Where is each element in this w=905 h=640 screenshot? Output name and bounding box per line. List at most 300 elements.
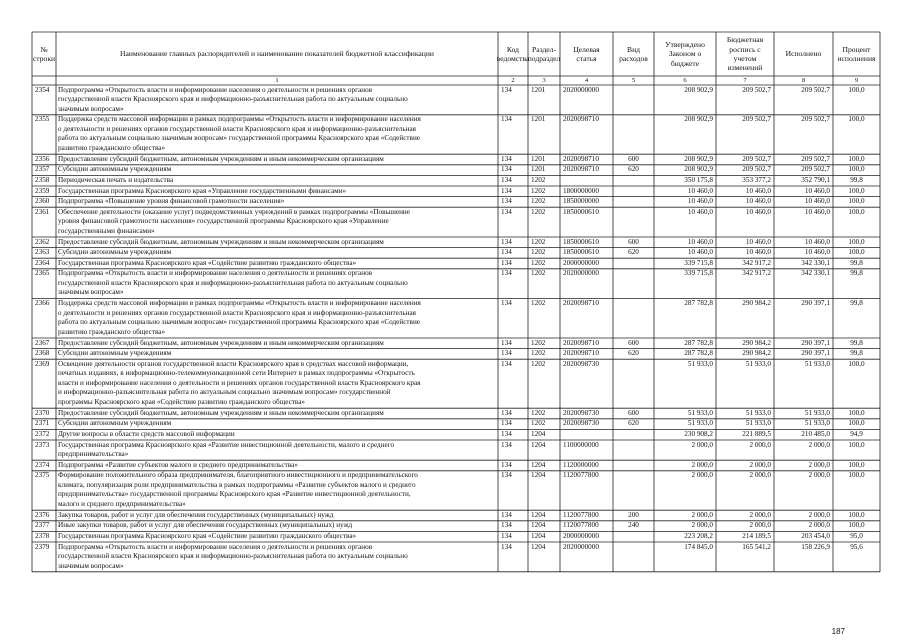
cell-ved: 134: [501, 471, 512, 480]
cell-name: [58, 521, 496, 531]
cell-name-line: значимым вопросам»: [58, 288, 124, 297]
cell-utv: 2 000,0: [691, 471, 713, 480]
cell-name-line: и информационно-разъяснительная работа по актуальным социально значимым вопросам» государственной: [58, 388, 391, 397]
cell-rz: 1201: [531, 115, 546, 124]
cell-no: 2370: [35, 408, 50, 417]
column-number-6: 6: [683, 77, 687, 84]
cell-rosp: 290 984,2: [742, 338, 771, 347]
header-pct-line: Процент: [842, 44, 871, 54]
cell-utv: 10 460,0: [687, 248, 713, 257]
cell-vr: [616, 360, 651, 408]
cell-name-line: развитию гражданского общества»: [58, 327, 166, 336]
cell-vr: [616, 208, 651, 237]
cell-csr: 2000000000: [563, 258, 599, 267]
cell-csr: 2020098710: [563, 165, 599, 174]
cell-name-line: власти и информирование населения о деятельности и решениях органов государственной власти Красноярского края: [58, 378, 421, 387]
cell-ved: 134: [501, 349, 512, 358]
cell-isp: 2 000,0: [808, 510, 830, 519]
cell-isp: 158 226,9: [801, 542, 830, 551]
cell-pct: 100,0: [848, 521, 865, 530]
cell-name-line: Периодическая печать и издательства: [58, 175, 174, 184]
cell-rz: 1202: [531, 299, 546, 308]
cell-csr: 1120077800: [563, 521, 599, 530]
cell-name-line: климата, популяризация роли предпринимательства в рамках подпрограммы «Развитие субъектов малого и среднего: [58, 480, 416, 489]
cell-rosp: 209 502,7: [742, 85, 771, 94]
column-number-8: 8: [801, 77, 806, 84]
cell-rosp: 342 917,2: [742, 269, 771, 278]
cell-csr: 2020098710: [563, 299, 599, 308]
cell-name-line: Субсидии автономным учреждениям: [58, 165, 172, 174]
cell-no: 2355: [35, 115, 50, 124]
header-rosp-line: учетом: [733, 54, 757, 63]
header-line_no-line: №: [40, 44, 48, 54]
cell-name: [58, 349, 496, 359]
cell-vr: 600: [628, 408, 639, 417]
cell-ved: 134: [501, 85, 512, 94]
cell-utv: 2 000,0: [691, 521, 713, 530]
cell-name-line: Подпрограмма «Открытость власти и информирование населения о деятельности и решениях органов: [58, 85, 373, 94]
cell-vr: 600: [628, 338, 639, 347]
header-utv: [655, 33, 715, 75]
cell-csr: 1100000000: [563, 440, 599, 449]
cell-csr: 2020098730: [563, 419, 599, 428]
cell-rosp: 2 000,0: [749, 521, 771, 530]
cell-ved: 134: [501, 269, 512, 278]
header-utv-line: Утверждено: [665, 39, 705, 49]
header-rosp: [717, 33, 773, 75]
cell-rosp: 2 000,0: [749, 460, 771, 469]
cell-ved: 134: [501, 207, 512, 216]
cell-name-line: Государственная программа Красноярского края «Содействие развитию гражданского общества»: [58, 258, 357, 267]
cell-utv: 10 460,0: [687, 197, 713, 206]
cell-vr: 240: [628, 521, 639, 530]
cell-name: [58, 115, 496, 153]
cell-isp: 2 000,0: [808, 471, 830, 480]
cell-isp: 10 460,0: [804, 186, 830, 195]
cell-name: [58, 176, 496, 186]
cell-csr: 2020000000: [563, 542, 599, 551]
cell-name-line: Субсидии автономным учреждениям: [58, 419, 172, 428]
header-utv-line: бюджете: [670, 58, 700, 68]
cell-vr: [616, 461, 651, 471]
header-utv-line: Законом о: [668, 49, 702, 59]
cell-utv: 208 902,9: [684, 115, 713, 124]
cell-utv: 2 000,0: [691, 460, 713, 469]
header-vedomstvo-line: Код: [506, 44, 520, 54]
cell-name-line: программы Красноярского края «Содействие развитию гражданского общества»: [58, 398, 305, 407]
cell-csr: [563, 430, 610, 440]
cell-name: [58, 461, 496, 471]
cell-utv: 287 782,8: [684, 349, 713, 358]
cell-no: 2369: [35, 359, 50, 368]
cell-vr: 620: [628, 419, 639, 428]
column-number-2: 2: [511, 77, 515, 84]
cell-rosp: 2 000,0: [749, 440, 771, 449]
header-pct: [834, 33, 879, 75]
cell-vr: 620: [628, 349, 639, 358]
cell-vr: [616, 197, 651, 207]
cell-name-line: о деятельности и решениях органов государственной власти Красноярского края и информационно-разъяснительная: [58, 308, 416, 317]
header-csr-line: Целевая: [573, 44, 600, 54]
cell-ved: 134: [501, 510, 512, 519]
cell-csr: 2020098710: [563, 154, 599, 163]
cell-pct: 100,0: [848, 165, 865, 174]
cell-name-line: о деятельности и решениях органов государственной власти Красноярского края и информационно-разъяснительная: [58, 124, 416, 133]
header-name: [57, 33, 497, 75]
cell-csr: 2020000000: [563, 85, 599, 94]
cell-ved: 134: [501, 299, 512, 308]
cell-rosp: 10 460,0: [745, 197, 771, 206]
cell-utv: 10 460,0: [687, 207, 713, 216]
cell-rz: 1202: [531, 419, 546, 428]
cell-name-line: государственной власти Красноярского края и информационно-разъяснительная работа по актуальным социально: [58, 278, 408, 287]
cell-isp: 209 502,7: [801, 115, 830, 124]
cell-name: [58, 360, 496, 408]
header-razdel-line: Раздел-: [531, 44, 556, 54]
cell-rz: 1204: [531, 460, 546, 469]
cell-vr: 600: [628, 154, 639, 163]
cell-isp: 342 330,1: [801, 258, 830, 267]
cell-no: 2360: [35, 197, 50, 206]
cell-ved: 134: [501, 408, 512, 417]
cell-rz: 1202: [531, 207, 546, 216]
cell-rz: 1202: [531, 258, 546, 267]
cell-csr: 2020098730: [563, 359, 599, 368]
cell-no: 2376: [35, 510, 50, 519]
cell-pct: 99,8: [850, 299, 863, 308]
header-rosp-line: изменений: [727, 63, 763, 73]
cell-csr: 2020098710: [563, 115, 599, 124]
cell-ved: 134: [501, 186, 512, 195]
cell-utv: 287 782,8: [684, 299, 713, 308]
cell-isp: 290 397,1: [801, 349, 830, 358]
header-csr-line: статья: [576, 54, 597, 63]
cell-pct: 99,8: [850, 175, 863, 184]
header-line_no-line: строки: [32, 54, 56, 63]
cell-utv: 2 000,0: [691, 510, 713, 519]
cell-no: 2374: [35, 460, 50, 469]
cell-rosp: 2 000,0: [749, 471, 771, 480]
cell-utv: 174 845,0: [684, 542, 713, 551]
cell-name: [58, 339, 496, 349]
cell-no: 2377: [35, 521, 50, 530]
cell-utv: 2 000,0: [691, 440, 713, 449]
cell-name-line: Поддержка средств массовой информации в рамках подпрограммы «Открытость власти и информирование населения: [58, 299, 421, 308]
cell-csr: 1850000610: [563, 207, 599, 216]
cell-ved: 134: [501, 460, 512, 469]
cell-name-line: Предоставление субсидий бюджетным, автономным учреждениям и иным некоммерческим организациям: [58, 338, 384, 347]
cell-pct: 100,0: [848, 460, 865, 469]
cell-rz: 1204: [531, 471, 546, 480]
cell-pct: 100,0: [848, 197, 865, 206]
cell-no: 2362: [35, 237, 50, 246]
cell-ved: 134: [501, 531, 512, 540]
cell-name-line: значимым вопросам»: [58, 104, 124, 113]
column-number-3: 3: [542, 77, 546, 84]
cell-pct: 100,0: [848, 248, 865, 257]
cell-utv: 208 902,9: [684, 165, 713, 174]
cell-vr: 200: [628, 510, 639, 519]
cell-rz: 1204: [531, 440, 546, 449]
cell-name-line: уровня финансовой грамотности населения» государственной программы Красноярского края «Управление: [58, 217, 389, 226]
cell-ved: 134: [501, 419, 512, 428]
cell-csr: 1850000610: [563, 248, 599, 257]
cell-no: 2364: [35, 258, 50, 267]
header-isp: [775, 33, 832, 75]
cell-name-line: государственной власти Красноярского края и информационно-разъяснительная работа по актуальным социально: [58, 552, 408, 561]
cell-csr: 1120077800: [563, 471, 599, 480]
cell-name-line: Другие вопросы в области средств массовой информации: [58, 429, 235, 438]
cell-rz: 1201: [531, 165, 546, 174]
cell-isp: 209 502,7: [801, 165, 830, 174]
cell-name: [58, 299, 496, 337]
cell-vr: [616, 532, 651, 542]
cell-name-line: печатных изданиях, в информационно-телекоммуникационной сети Интернет в рамках подпрограммы «Открытость: [58, 369, 415, 378]
cell-vr: [616, 543, 651, 572]
cell-ved: 134: [501, 175, 512, 184]
cell-name-line: Закупка товаров, работ и услуг для обеспечения государственных (муниципальных) нужд: [58, 510, 334, 519]
cell-rz: 1201: [531, 85, 546, 94]
cell-ved: 134: [501, 521, 512, 530]
cell-csr: 2000000000: [563, 531, 599, 540]
cell-name: [58, 187, 496, 197]
cell-rosp: 342 917,2: [742, 258, 771, 267]
cell-ved: 134: [501, 359, 512, 368]
cell-name-line: развитию гражданского общества»: [58, 144, 166, 153]
cell-vr: 600: [628, 237, 639, 246]
cell-isp: 290 397,1: [801, 299, 830, 308]
header-pct-line: исполнения: [837, 54, 876, 63]
cell-rz: 1204: [531, 542, 546, 551]
cell-utv: 51 933,0: [687, 419, 713, 428]
cell-ved: 134: [501, 154, 512, 163]
cell-no: 2379: [35, 542, 50, 551]
cell-ved: 134: [501, 258, 512, 267]
cell-csr: 1120077800: [563, 510, 599, 519]
cell-vr: [616, 269, 651, 298]
cell-rz: 1202: [531, 186, 546, 195]
cell-no: 2367: [35, 338, 50, 347]
cell-utv: 230 908,2: [684, 429, 713, 438]
cell-isp: 209 502,7: [801, 154, 830, 163]
page-number: 187: [831, 627, 845, 636]
column-number-5: 5: [631, 77, 636, 84]
cell-csr: 1850000000: [563, 197, 599, 206]
cell-rz: 1204: [531, 510, 546, 519]
cell-ved: 134: [501, 429, 512, 438]
cell-rz: 1202: [531, 338, 546, 347]
cell-vr: [616, 176, 651, 186]
cell-rosp: 10 460,0: [745, 186, 771, 195]
cell-isp: 203 454,0: [801, 531, 830, 540]
header-rosp-line: роспись с: [729, 44, 761, 54]
header-vedomstvo: [496, 33, 530, 75]
cell-pct: 100,0: [848, 408, 865, 417]
header-rosp-line: Бюджетная: [726, 35, 764, 45]
cell-no: 2366: [35, 299, 50, 308]
cell-name-line: Формирование положительного образа предпринимателя, благоприятного инвестиционного и предпринимательского: [58, 471, 418, 480]
cell-pct: 99,8: [850, 269, 863, 278]
column-number-7: 7: [743, 77, 747, 84]
cell-rosp: 209 502,7: [742, 165, 771, 174]
cell-rosp: 209 502,7: [742, 154, 771, 163]
cell-name: [58, 259, 496, 269]
cell-vr: [616, 441, 651, 460]
cell-name: [58, 86, 496, 115]
cell-name-line: Обеспечение деятельности (оказание услуг) подведомственных учреждений в рамках подпрограммы «Повышение: [58, 207, 410, 216]
cell-no: 2371: [35, 419, 50, 428]
cell-rosp: 209 502,7: [742, 115, 771, 124]
cell-name: [58, 511, 496, 521]
cell-name: [58, 208, 496, 237]
cell-vr: [616, 471, 651, 509]
cell-csr: 1800000000: [563, 186, 599, 195]
cell-isp: 51 933,0: [804, 359, 830, 368]
cell-pct: 100,0: [848, 207, 865, 216]
cell-rz: 1202: [531, 269, 546, 278]
cell-isp: 210 485,0: [801, 429, 830, 438]
cell-pct: 100,0: [848, 419, 865, 428]
cell-pct: 94,9: [850, 429, 863, 438]
column-number-0: [33, 76, 55, 85]
cell-name: [58, 430, 496, 440]
cell-ved: 134: [501, 248, 512, 257]
cell-rz: 1204: [531, 531, 546, 540]
cell-vr: [616, 86, 651, 115]
cell-pct: 95,0: [850, 531, 863, 540]
cell-isp: 2 000,0: [808, 440, 830, 449]
cell-rosp: 165 541,2: [742, 542, 771, 551]
cell-rosp: 290 984,2: [742, 349, 771, 358]
cell-name-line: Государственная программа Красноярского края «Управление государственными финансами»: [58, 186, 347, 195]
cell-rosp: 51 933,0: [745, 419, 771, 428]
cell-isp: 51 933,0: [804, 419, 830, 428]
cell-pct: 100,0: [848, 471, 865, 480]
cell-name-line: Государственная программа Красноярского края «Развитие инвестиционной деятельности, малого и среднего: [58, 440, 395, 449]
cell-csr: [563, 176, 610, 186]
cell-ved: 134: [501, 197, 512, 206]
cell-name-line: Подпрограмма «Развитие субъектов малого и среднего предпринимательства»: [58, 460, 298, 469]
cell-name-line: работа по актуальным социально значимым вопросам» государственной программы Красноярского края «Содействие: [58, 134, 420, 143]
cell-rz: 1201: [531, 154, 546, 163]
cell-rz: 1202: [531, 248, 546, 257]
cell-utv: 208 902,9: [684, 154, 713, 163]
cell-no: 2365: [35, 269, 50, 278]
cell-ved: 134: [501, 237, 512, 246]
cell-utv: 10 460,0: [687, 237, 713, 246]
cell-isp: 10 460,0: [804, 197, 830, 206]
cell-name-line: Государственная программа Красноярского края «Содействие развитию гражданского общества»: [58, 531, 357, 540]
cell-rosp: 10 460,0: [745, 237, 771, 246]
cell-vr: [616, 259, 651, 269]
cell-pct: 99,8: [850, 258, 863, 267]
cell-rz: 1204: [531, 521, 546, 530]
cell-vr: 620: [628, 248, 639, 257]
header-csr: [561, 33, 612, 75]
cell-name-line: Предоставление субсидий бюджетным, автономным учреждениям и иным некоммерческим организациям: [58, 154, 384, 163]
cell-pct: 100,0: [848, 237, 865, 246]
cell-pct: 99,8: [850, 338, 863, 347]
cell-rz: 1202: [531, 408, 546, 417]
cell-pct: 100,0: [848, 115, 865, 124]
cell-no: 2375: [35, 471, 50, 480]
cell-isp: 10 460,0: [804, 248, 830, 257]
cell-name: [58, 197, 496, 207]
cell-csr: 2020098710: [563, 338, 599, 347]
cell-name-line: Освещение деятельности органов государственной власти Красноярского края в средствах массовой информации,: [58, 359, 409, 368]
cell-name: [58, 248, 496, 258]
cell-rz: 1202: [531, 349, 546, 358]
cell-isp: 51 933,0: [804, 408, 830, 417]
cell-pct: 100,0: [848, 85, 865, 94]
cell-utv: 51 933,0: [687, 359, 713, 368]
cell-pct: 95,6: [850, 542, 863, 551]
header-vr-line: расходов: [619, 54, 648, 63]
cell-name: [58, 471, 496, 509]
cell-isp: 2 000,0: [808, 460, 830, 469]
cell-no: 2361: [35, 207, 50, 216]
cell-name: [58, 409, 496, 419]
cell-pct: 99,8: [850, 349, 863, 358]
cell-ved: 134: [501, 165, 512, 174]
cell-utv: 287 782,8: [684, 338, 713, 347]
cell-utv: 223 208,2: [684, 531, 713, 540]
cell-no: 2354: [35, 85, 50, 94]
header-vedomstvo-line: ведомства: [496, 54, 530, 63]
cell-name-line: Подпрограмма «Открытость власти и информирование населения о деятельности и решениях органов: [58, 269, 373, 278]
cell-name: [58, 165, 496, 175]
cell-ved: 134: [501, 115, 512, 124]
cell-name-line: предпринимательства»: [58, 450, 129, 459]
cell-name-line: Субсидии автономным учреждениям: [58, 349, 172, 358]
header-razdel-line: подраздел: [527, 54, 561, 63]
cell-isp: 10 460,0: [804, 237, 830, 246]
cell-rz: 1202: [531, 359, 546, 368]
cell-name: [58, 155, 496, 165]
cell-utv: 51 933,0: [687, 408, 713, 417]
cell-name-line: Подпрограмма «Открытость власти и информирование населения о деятельности и решениях органов: [58, 542, 373, 551]
cell-name-line: Подпрограмма «Повышение уровня финансовой грамотности населения»: [58, 197, 285, 206]
header-name-line: Наименование главных распорядителей и наименование показателей бюджетной классификации: [120, 49, 434, 59]
header-vr-line: Вид: [627, 44, 640, 54]
header-line_no: [33, 33, 55, 75]
column-number-1: 1: [275, 77, 279, 84]
cell-utv: 10 460,0: [687, 186, 713, 195]
cell-pct: 100,0: [848, 510, 865, 519]
cell-csr: 2020000000: [563, 269, 599, 278]
cell-rz: 1202: [531, 175, 546, 184]
header-isp-line: Исполнено: [785, 49, 822, 59]
cell-vr: [616, 187, 651, 197]
cell-name: [58, 269, 496, 298]
cell-ved: 134: [501, 542, 512, 551]
cell-name: [58, 543, 496, 572]
cell-name-line: Иные закупки товаров, работ и услуг для обеспечения государственных (муниципальных) нужд: [58, 521, 353, 530]
column-number-4: 4: [584, 77, 589, 84]
cell-utv: 339 715,8: [684, 258, 713, 267]
cell-isp: 352 790,1: [801, 175, 830, 184]
cell-name-line: Субсидии автономным учреждениям: [58, 248, 172, 257]
cell-name: [58, 419, 496, 429]
cell-vr: [616, 115, 651, 153]
cell-no: 2378: [35, 531, 50, 540]
cell-name-line: Предоставление субсидий бюджетным, автономным учреждениям и иным некоммерческим организациям: [58, 237, 384, 246]
cell-utv: 208 902,9: [684, 85, 713, 94]
cell-name-line: предпринимательства» государственной программы Красноярского края «Развитие инвестиционной деятельности,: [58, 490, 411, 499]
cell-rosp: 10 460,0: [745, 248, 771, 257]
column-number-9: 9: [854, 77, 859, 84]
cell-name: [58, 441, 496, 460]
